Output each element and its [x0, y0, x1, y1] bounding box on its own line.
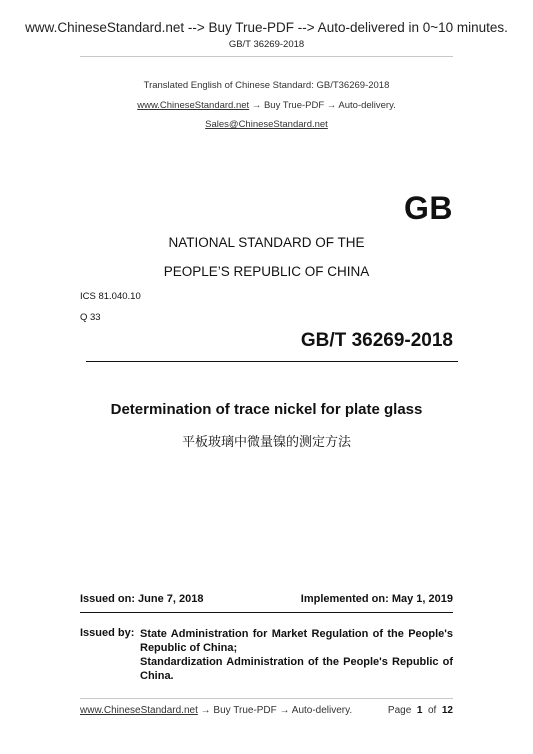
issued-date: Issued on: June 7, 2018 — [80, 593, 204, 605]
footer-divider — [80, 698, 453, 699]
page-label: Page — [387, 705, 412, 716]
email-link[interactable]: Sales@ChineseStandard.net — [205, 119, 328, 130]
issuer-line: China. — [140, 670, 174, 682]
national-standard-line: NATIONAL STANDARD OF THE — [168, 235, 365, 250]
implemented-date: Implemented on: May 1, 2019 — [300, 593, 453, 605]
site-link[interactable]: www.ChineseStandard.net — [137, 100, 250, 111]
classification-code: Q 33 — [80, 312, 101, 323]
purchase-text: → Buy True-PDF → Auto-delivery. — [249, 100, 396, 111]
standard-number: GB/T 36269-2018 — [300, 330, 453, 351]
footer-purchase-line — [80, 705, 352, 716]
issuer-line: Republic of China; — [140, 642, 238, 654]
ics-code: ICS 81.040.10 — [80, 291, 141, 302]
title-chinese: 平板玻璃中微量镍的测定方法 — [181, 434, 351, 449]
top-banner[interactable]: www.ChineseStandard.net --> Buy True-PDF --> Auto-delivered in 0~10 minutes. — [25, 20, 508, 35]
issuer-label: Issued by: — [80, 627, 135, 639]
page-indicator — [388, 705, 453, 716]
header-standard-code: GB/T 36269-2018 — [228, 39, 305, 50]
dates-divider — [80, 612, 453, 613]
page-current: 1 — [416, 705, 423, 716]
footer-site-link[interactable]: www.ChineseStandard.net — [80, 705, 198, 716]
issuer-line: State Administration for Market Regulation of the People's — [140, 628, 453, 640]
translation-note: Translated English of Chinese Standard: GB/T36269-2018 — [143, 80, 390, 91]
footer-purchase-text: → Buy True-PDF → Auto-delivery. — [197, 705, 353, 716]
country-line: PEOPLE’S REPUBLIC OF CHINA — [163, 264, 370, 279]
standard-number-divider — [86, 361, 458, 362]
purchase-link-line — [0, 100, 533, 111]
issuer-line: Standardization Administration of the People's Republic of — [140, 656, 453, 668]
page-total: 12 — [441, 705, 453, 716]
gb-logo: GB — [404, 190, 453, 226]
title-english: Determination of trace nickel for plate glass — [110, 401, 423, 418]
page-of: of — [427, 705, 437, 716]
header-divider — [80, 56, 453, 57]
